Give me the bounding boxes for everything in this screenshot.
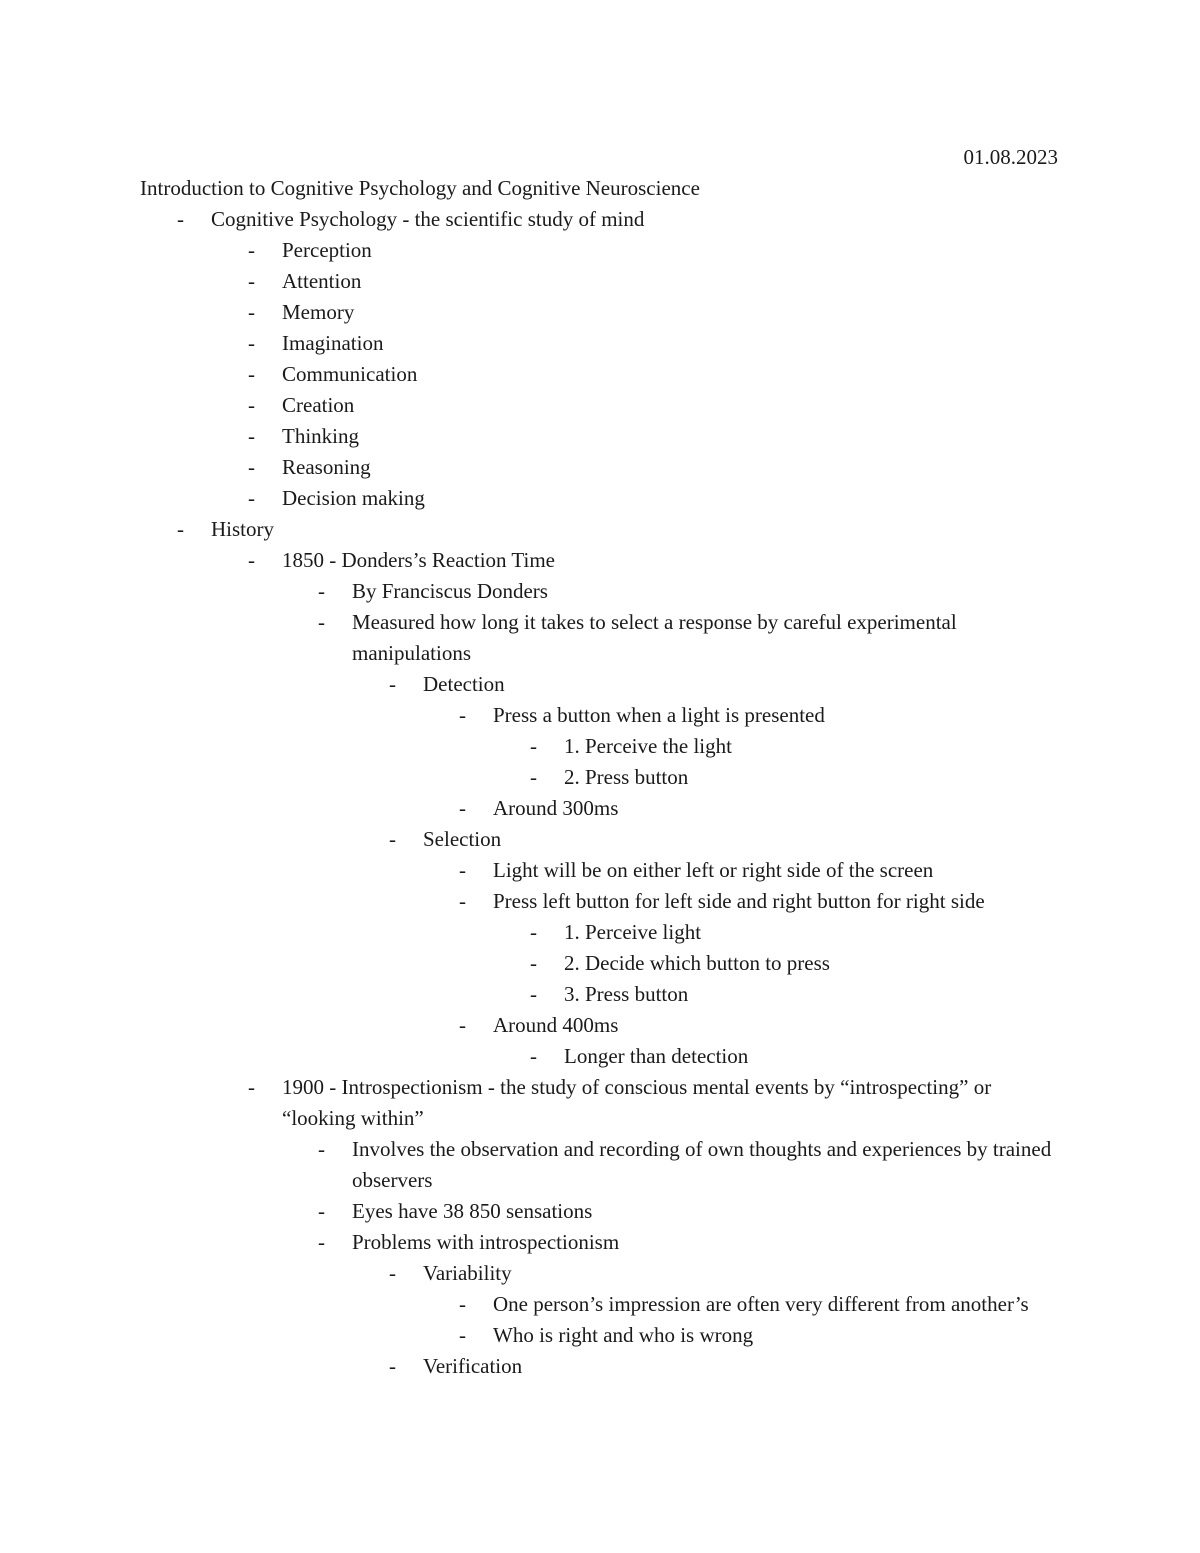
list-item-text: Around 300ms	[493, 796, 619, 820]
list-item	[0, 576, 1200, 607]
list-item	[0, 514, 1200, 545]
list-item-text: Attention	[282, 269, 362, 293]
bullet-dash: -	[389, 1354, 396, 1378]
list-item-text: Eyes have 38 850 sensations	[352, 1199, 593, 1223]
bullet-dash: -	[248, 455, 255, 479]
list-item	[0, 204, 1200, 235]
bullet-dash: -	[389, 827, 396, 851]
note-date: 01.08.2023	[963, 145, 1058, 169]
list-item-text: Who is right and who is wrong	[493, 1323, 754, 1347]
list-item-text: By Franciscus Donders	[352, 579, 548, 603]
bullet-dash: -	[248, 238, 255, 262]
bullet-dash: -	[248, 362, 255, 386]
bullet-dash: -	[459, 858, 466, 882]
list-item-text: 1. Perceive the light	[564, 734, 732, 758]
bullet-dash: -	[318, 1230, 325, 1254]
list-item	[0, 824, 1200, 855]
list-item	[0, 1072, 1200, 1134]
list-item-text: 2. Press button	[564, 765, 689, 789]
bullet-dash: -	[459, 1013, 466, 1037]
list-item	[0, 297, 1200, 328]
bullet-dash: -	[459, 1323, 466, 1347]
list-item	[0, 421, 1200, 452]
bullet-dash: -	[530, 734, 537, 758]
bullet-dash: -	[530, 1044, 537, 1068]
list-item-text: Problems with introspectionism	[352, 1230, 620, 1254]
bullet-dash: -	[248, 486, 255, 510]
list-item	[0, 1289, 1200, 1320]
list-item	[0, 979, 1200, 1010]
list-item-text: Cognitive Psychology - the scientific study of mind	[211, 207, 645, 231]
list-item	[0, 793, 1200, 824]
list-item	[0, 607, 1200, 669]
list-item-text: One person’s impression are often very different from another’s	[493, 1292, 1029, 1316]
list-item	[0, 855, 1200, 886]
bullet-dash: -	[459, 889, 466, 913]
list-item-text: Perception	[282, 238, 372, 262]
bullet-dash: -	[459, 703, 466, 727]
bullet-dash: -	[459, 796, 466, 820]
list-item-text: Selection	[423, 827, 502, 851]
list-item-text: Imagination	[282, 331, 384, 355]
list-item-text: Press a button when a light is presented	[493, 703, 825, 727]
list-item-text: Variability	[423, 1261, 512, 1285]
list-item	[0, 886, 1200, 917]
bullet-dash: -	[318, 610, 325, 634]
list-item	[0, 1134, 1200, 1196]
list-item-text: 3. Press button	[564, 982, 689, 1006]
list-item	[0, 1258, 1200, 1289]
list-item	[0, 1227, 1200, 1258]
list-item	[0, 700, 1200, 731]
list-item	[0, 266, 1200, 297]
list-item	[0, 390, 1200, 421]
list-item-text: Light will be on either left or right side of the screen	[493, 858, 934, 882]
list-item-text: History	[211, 517, 274, 541]
bullet-dash: -	[248, 424, 255, 448]
list-item-text: Thinking	[282, 424, 359, 448]
bullet-dash: -	[177, 517, 184, 541]
list-item-text: Reasoning	[282, 455, 371, 479]
list-item-text: 1. Perceive light	[564, 920, 702, 944]
list-item	[0, 669, 1200, 700]
list-item-text: Press left button for left side and right button for right side	[493, 889, 985, 913]
bullet-dash: -	[530, 951, 537, 975]
list-item	[0, 235, 1200, 266]
list-item-text: 1850 - Donders’s Reaction Time	[282, 548, 555, 572]
list-item	[0, 917, 1200, 948]
list-item	[0, 762, 1200, 793]
bullet-dash: -	[318, 579, 325, 603]
bullet-dash: -	[389, 1261, 396, 1285]
list-item-text: 2. Decide which button to press	[564, 951, 830, 975]
bullet-dash: -	[248, 1075, 255, 1099]
list-item	[0, 731, 1200, 762]
list-item	[0, 1320, 1200, 1351]
list-item	[0, 948, 1200, 979]
list-item	[0, 1196, 1200, 1227]
bullet-dash: -	[248, 300, 255, 324]
bullet-dash: -	[248, 393, 255, 417]
bullet-outline	[0, 204, 1200, 1382]
list-item-text: Memory	[282, 300, 355, 324]
bullet-dash: -	[248, 269, 255, 293]
list-item	[0, 483, 1200, 514]
bullet-dash: -	[530, 920, 537, 944]
list-item-text: 1900 - Introspectionism - the study of conscious mental events by “introspecting” or “looking within”	[282, 1075, 992, 1130]
list-item-text: Around 400ms	[493, 1013, 619, 1037]
bullet-dash: -	[530, 765, 537, 789]
list-item-text: Detection	[423, 672, 505, 696]
list-item-text: Involves the observation and recording of own thoughts and experiences by trained observers	[352, 1137, 1052, 1192]
list-item-text: Decision making	[282, 486, 425, 510]
list-item-text: Verification	[423, 1354, 523, 1378]
list-item	[0, 545, 1200, 576]
bullet-dash: -	[530, 982, 537, 1006]
list-item-text: Measured how long it takes to select a response by careful experimental manipulations	[352, 610, 957, 665]
list-item	[0, 1041, 1200, 1072]
list-item-text: Creation	[282, 393, 355, 417]
bullet-dash: -	[248, 331, 255, 355]
bullet-dash: -	[459, 1292, 466, 1316]
bullet-dash: -	[177, 207, 184, 231]
bullet-dash: -	[318, 1199, 325, 1223]
list-item-text: Longer than detection	[564, 1044, 749, 1068]
list-item	[0, 1351, 1200, 1382]
list-item	[0, 328, 1200, 359]
bullet-dash: -	[389, 672, 396, 696]
note-title: Introduction to Cognitive Psychology and Cognitive Neuroscience	[140, 176, 700, 200]
bullet-dash: -	[318, 1137, 325, 1161]
list-item-text: Communication	[282, 362, 418, 386]
bullet-dash: -	[248, 548, 255, 572]
list-item	[0, 452, 1200, 483]
list-item	[0, 359, 1200, 390]
list-item	[0, 1010, 1200, 1041]
